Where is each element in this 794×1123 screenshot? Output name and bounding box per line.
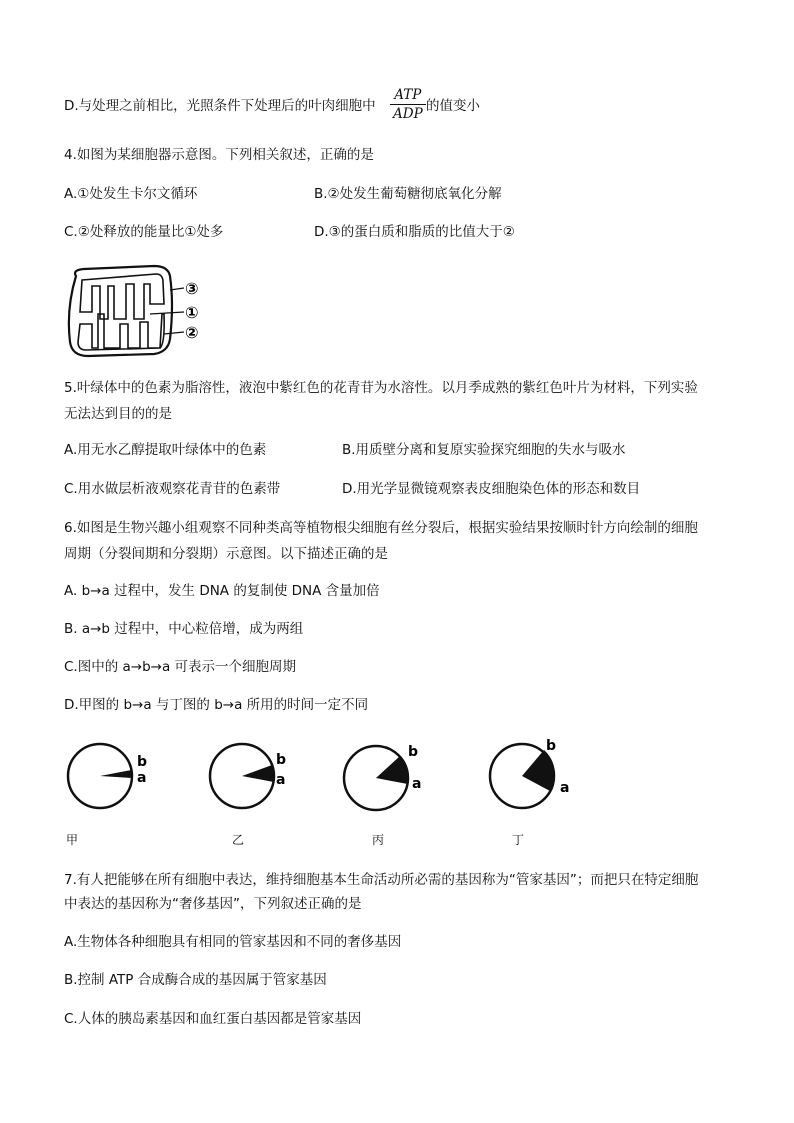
q7-stem-line2: 中表达的基因称为“奢侈基因”，下列叙述正确的是	[64, 896, 362, 912]
fraction-denominator: ADP	[393, 106, 423, 122]
pointer-line-2	[164, 332, 184, 334]
q7-option-a: A.生物体各种细胞具有相同的管家基因和不同的奢侈基因	[64, 934, 402, 950]
q3-option-d-text: D.与处理之前相比，光照条件下处理后的叶肉细胞中	[64, 98, 376, 114]
division-phase-sector	[522, 750, 555, 791]
q7-option-b: B.控制 ATP 合成酶合成的基因属于管家基因	[64, 972, 327, 988]
q5-option-b: B.用质壁分离和复原实验探究细胞的失水与吸水	[342, 442, 626, 458]
cell-cycle-ding	[486, 736, 586, 814]
caption-ding: 丁	[512, 833, 525, 847]
point-b-label: b	[276, 752, 287, 768]
point-a-label: a	[412, 776, 422, 792]
q6-option-d: D.甲图的 b→a 与丁图的 b→a 所用的时间一定不同	[64, 697, 369, 713]
label-3: ③	[185, 279, 199, 298]
q4-option-b: B.②处发生葡萄糖彻底氧化分解	[314, 186, 502, 202]
cell-cycle-bing	[342, 740, 432, 812]
fraction-numerator: ATP	[390, 86, 426, 105]
q5-stem-line1: 5.叶绿体中的色素为脂溶性，液泡中紫红色的花青苷为水溶性。以月季成熟的紫红色叶片为材料，下列实验	[64, 380, 698, 396]
point-a-label: a	[137, 770, 147, 786]
pointer-line-1	[150, 312, 184, 314]
q4-option-a: A.①处发生卡尔文循环	[64, 186, 198, 202]
point-a-label: a	[276, 772, 286, 788]
q6-stem-line1: 6.如图是生物兴趣小组观察不同种类高等植物根尖细胞有丝分裂后，根据实验结果按顺时针方向绘制的细胞	[64, 520, 698, 536]
point-a-label: a	[560, 780, 570, 796]
q5-option-c: C.用水做层析液观察花青苷的色素带	[64, 481, 281, 497]
cristae-upper	[80, 274, 164, 319]
q7-option-c: C.人体的胰岛素基因和血红蛋白基因都是管家基因	[64, 1011, 362, 1027]
q5-stem-line2: 无法达到目的的是	[64, 406, 172, 422]
q5-option-d: D.用光学显微镜观察表皮细胞染色体的形态和数目	[342, 481, 641, 497]
caption-jia: 甲	[66, 833, 79, 847]
q4-option-c: C.②处释放的能量比①处多	[64, 224, 224, 240]
caption-bing: 丙	[372, 833, 385, 847]
q4-stem: 4.如图为某细胞器示意图。下列相关叙述，正确的是	[64, 147, 374, 163]
q3-option-d	[64, 96, 376, 116]
q7-stem-line1: 7.有人把能够在所有细胞中表达，维持细胞基本生命活动所必需的基因称为“管家基因”；而把只在特定细胞	[64, 872, 699, 888]
q6-stem-line2: 周期（分裂间期和分裂期）示意图。以下描述正确的是	[64, 546, 388, 562]
q6-option-b: B. a→b 过程中，中心粒倍增，成为两组	[64, 621, 304, 637]
mitochondrion-diagram	[64, 264, 214, 364]
atp-adp-fraction	[390, 86, 426, 123]
cell-cycle-yi	[206, 740, 296, 812]
q6-option-a: A. b→a 过程中，发生 DNA 的复制使 DNA 含量加倍	[64, 583, 380, 599]
label-2: ②	[185, 323, 199, 342]
label-1: ①	[185, 303, 199, 322]
q5-option-a: A.用无水乙醇提取叶绿体中的色素	[64, 442, 267, 458]
division-phase-sector	[242, 765, 274, 782]
point-b-label: b	[408, 744, 419, 760]
division-phase-sector	[100, 770, 132, 778]
cell-cycle-jia	[66, 742, 156, 812]
caption-yi: 乙	[232, 833, 245, 847]
q4-option-d: D.③的蛋白质和脂质的比值大于②	[314, 224, 515, 240]
q3-option-d-tail: 的值变小	[426, 98, 480, 114]
point-b-label: b	[546, 738, 557, 754]
q6-option-c: C.图中的 a→b→a 可表示一个细胞周期	[64, 659, 297, 675]
point-b-label: b	[137, 754, 148, 770]
